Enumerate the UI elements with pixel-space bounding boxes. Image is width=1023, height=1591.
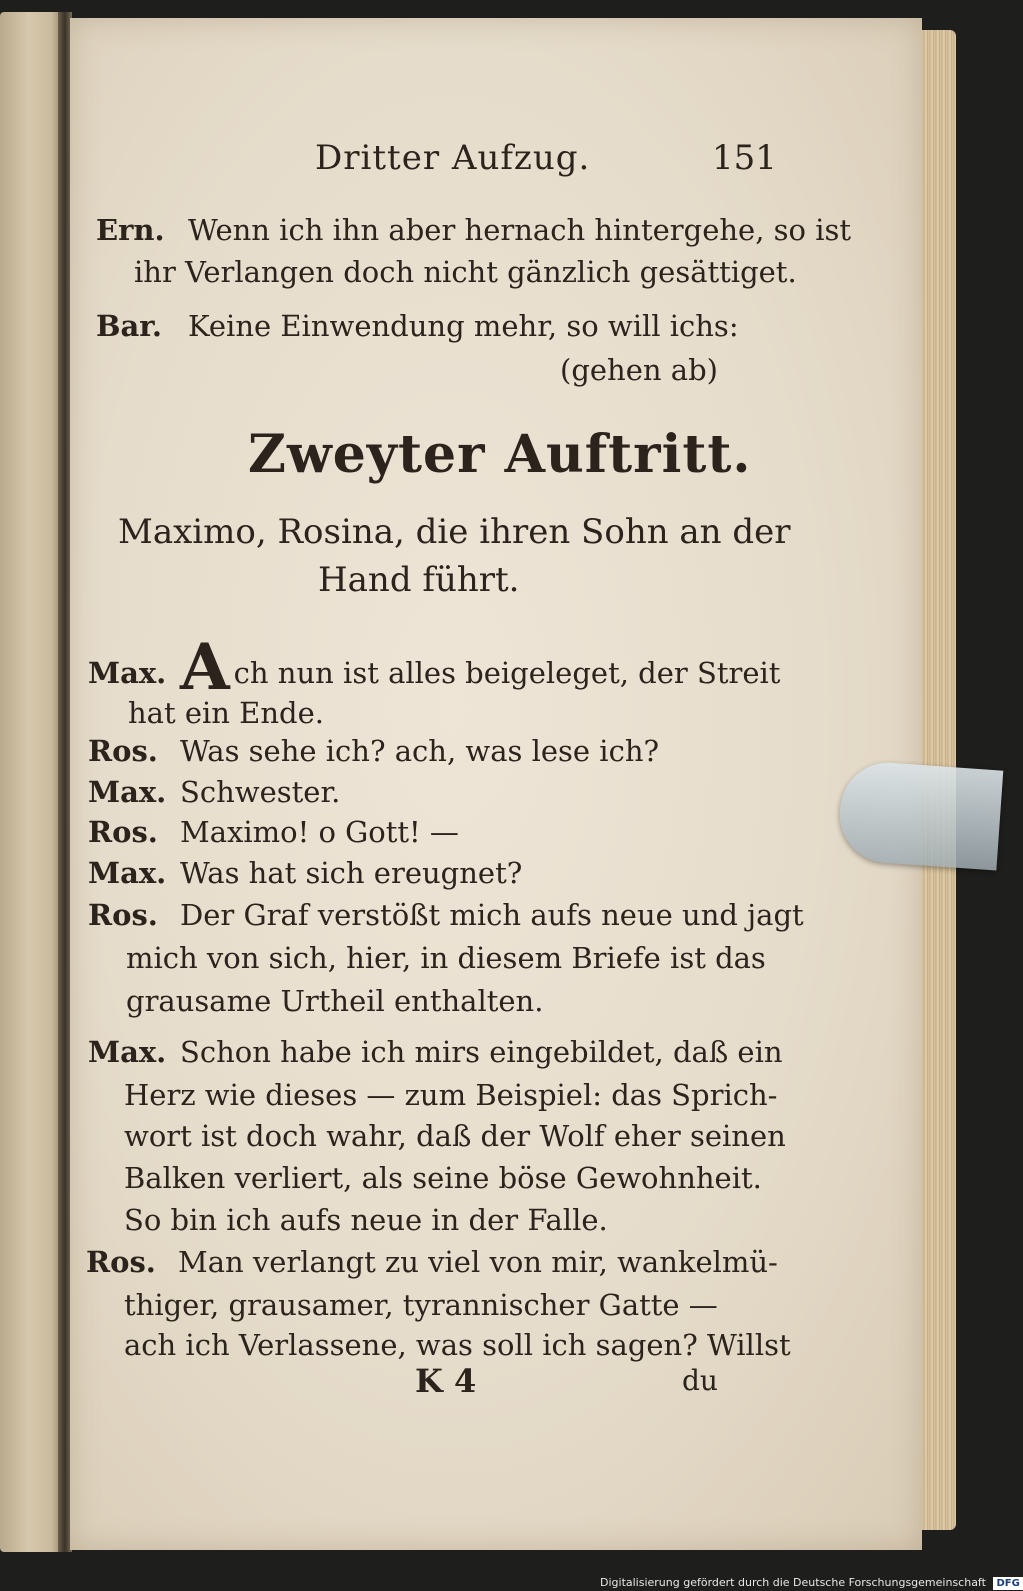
speaker: Max. [88,656,167,690]
credit-text: Digitalisierung gefördert durch die Deutsche Forschungsgemeinschaft [600,1576,986,1589]
line-text: Was sehe ich? ach, was lese ich? [180,734,660,768]
catchword: du [682,1364,718,1397]
line-text: Herz wie dieses — zum Beispiel: das Sprich- [124,1078,778,1112]
speaker: Ros. [88,898,158,932]
text-line [126,983,543,1019]
line-text: Keine Einwendung mehr, so will ichs: [188,309,739,343]
text-line [88,1034,783,1070]
line-text: Schon habe ich mirs eingebildet, daß ein [180,1035,783,1069]
digitization-credit [600,1574,1023,1591]
scene-title: Zweyter Auftritt. [248,424,752,485]
speaker: Ern. [96,213,165,247]
page-number: 151 [712,138,777,178]
line-text: wort ist doch wahr, daß der Wolf eher seinen [124,1119,786,1153]
text-line [88,774,340,810]
signature-mark: K 4 [415,1362,477,1400]
dfg-logo-icon: DFG [993,1577,1022,1590]
cast-line: Hand führt. [318,560,520,600]
text-line [88,855,522,891]
speaker: Ros. [88,815,158,849]
cast-line: Maximo, Rosina, die ihren Sohn an der [118,512,791,552]
text-line [88,733,659,769]
scanner-clip [837,760,1004,871]
text-line [88,897,804,933]
text-line [124,1202,608,1238]
text-line [134,254,797,290]
line-text: Wenn ich ihn aber hernach hintergehe, so ist [188,213,852,247]
text-line [124,1077,777,1113]
speaker: Max. [88,856,167,890]
line-text: ch nun ist alles beigeleget, der Streit [233,656,781,690]
text-line [86,1244,778,1280]
line-text: Schwester. [180,775,341,809]
text-line [124,1287,718,1323]
text-line [128,695,324,731]
line-text: Der Graf verstößt mich aufs neue und jagt [180,898,804,932]
speaker: Max. [88,1035,167,1069]
text-line [124,1118,786,1154]
line-text: Was hat sich ereugnet? [180,856,523,890]
line-text: So bin ich aufs neue in der Falle. [124,1203,608,1237]
speaker: Ros. [86,1245,156,1279]
line-text: (gehen ab) [560,353,718,387]
text-line [124,1160,762,1196]
line-text: thiger, grausamer, tyrannischer Gatte — [124,1288,718,1322]
line-text: mich von sich, hier, in diesem Briefe ist das [126,941,766,975]
stage-direction [560,352,718,388]
text-line [88,630,781,705]
line-text: grausame Urtheil enthalten. [126,984,544,1018]
text-line [96,308,739,344]
line-text: Maximo! o Gott! — [180,815,459,849]
text-line [126,940,766,976]
text-line [88,814,459,850]
running-head: Dritter Aufzug. [315,138,591,178]
drop-initial: A [180,630,230,705]
text-line [124,1327,791,1363]
line-text: ach ich Verlassene, was soll ich sagen? Willst [124,1328,791,1362]
speaker: Ros. [88,734,158,768]
line-text: ihr Verlangen doch nicht gänzlich gesättiget. [134,255,797,289]
line-text: Balken verliert, als seine böse Gewohnheit. [124,1161,762,1195]
line-text: hat ein Ende. [128,696,324,730]
speaker: Bar. [96,309,163,343]
line-text: Man verlangt zu viel von mir, wankelmü- [178,1245,778,1279]
speaker: Max. [88,775,167,809]
text-line [96,212,851,248]
